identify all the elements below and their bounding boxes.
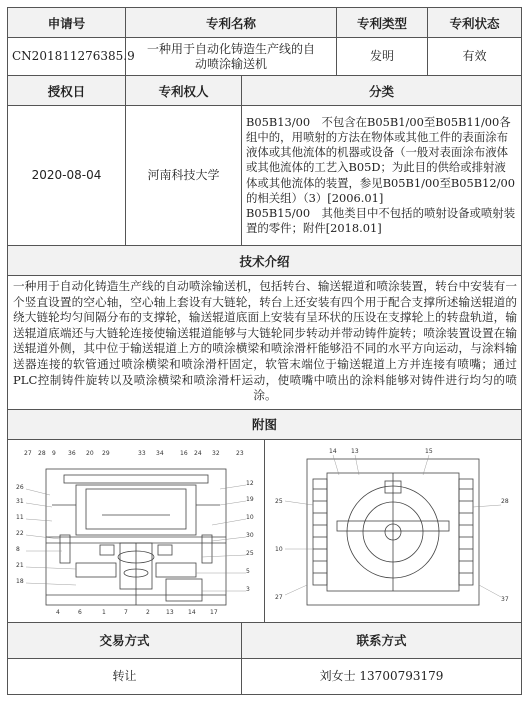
svg-text:12: 12 xyxy=(246,479,254,487)
patent-name-value: 一种用于自动化铸造生产线的自动喷涂输送机 xyxy=(126,38,337,76)
svg-text:17: 17 xyxy=(210,608,218,616)
svg-text:9: 9 xyxy=(52,449,56,457)
trade-method-value: 转让 xyxy=(8,658,242,694)
svg-text:11: 11 xyxy=(16,513,24,521)
app-no-header: 申请号 xyxy=(8,8,126,38)
patent-name-header: 专利名称 xyxy=(126,8,337,38)
svg-text:18: 18 xyxy=(16,577,24,585)
svg-text:28: 28 xyxy=(501,497,509,505)
tech-intro-text: 一种用于自动化铸造生产线的自动喷涂输送机，包括转台、输送辊道和喷涂装置，转台中安装有一个竖直设置的空心轴，空心轴上套设有大链轮，转台上还安装有四个用于配合支撑所述输送辊道的绕大链轮均匀间隔分布的支撑轮，输送辊道底面上安装有呈环状的压设在支撑轮上的转盘轨道，输送辊道底端还与大链轮连接使输送辊道能够与大链轮同步转动并带动铸件旋转；喷涂装置设置在输送辊道外侧，其中位于输送辊道上方的喷涂横梁和喷涂滑杆能够沿不同的水平方向运动，与涂料输送器连接的软管通过喷涂横梁和喷涂滑杆固定，软管末端位于输送辊道上方并连接有喷嘴；通过PLC控制铸件旋转以及喷涂横梁和喷涂滑杆运动，使喷嘴中喷出的涂料能够对铸件进行均匀的喷涂。 xyxy=(8,276,522,410)
svg-text:20: 20 xyxy=(86,449,94,457)
svg-text:36: 36 xyxy=(68,449,76,457)
svg-text:15: 15 xyxy=(425,447,433,455)
svg-text:6: 6 xyxy=(78,608,82,616)
holder-header: 专利权人 xyxy=(126,76,242,106)
svg-text:25: 25 xyxy=(246,549,254,557)
figure-cell xyxy=(8,439,522,622)
svg-text:4: 4 xyxy=(56,608,60,616)
svg-text:37: 37 xyxy=(501,595,509,603)
conveyor-front-view-drawing xyxy=(16,445,256,617)
figure-right xyxy=(265,440,521,622)
svg-text:27: 27 xyxy=(275,593,283,601)
contact-header: 联系方式 xyxy=(242,622,522,658)
grant-date-header: 授权日 xyxy=(8,76,126,106)
trade-method-header: 交易方式 xyxy=(8,622,242,658)
figure-left xyxy=(8,440,265,622)
svg-text:13: 13 xyxy=(166,608,174,616)
svg-text:31: 31 xyxy=(16,497,24,505)
svg-text:2: 2 xyxy=(146,608,150,616)
svg-text:10: 10 xyxy=(275,545,283,553)
holder-value: 河南科技大学 xyxy=(126,106,242,246)
classification-entry-2: B05B15/00 其他类目中不包括的喷射设备或喷射装置的零件；附件[2018.01] xyxy=(246,205,516,236)
svg-text:1: 1 xyxy=(102,608,106,616)
svg-text:29: 29 xyxy=(102,449,110,457)
svg-text:23: 23 xyxy=(236,449,244,457)
svg-text:34: 34 xyxy=(156,449,164,457)
app-no-value: CN201811276385.9 xyxy=(8,38,126,76)
patent-status-value: 有效 xyxy=(428,38,522,76)
svg-text:27: 27 xyxy=(24,449,32,457)
svg-text:19: 19 xyxy=(246,495,254,503)
svg-text:7: 7 xyxy=(124,608,128,616)
conveyor-top-view-drawing xyxy=(273,445,513,617)
svg-text:32: 32 xyxy=(212,449,220,457)
svg-text:21: 21 xyxy=(16,561,24,569)
svg-text:16: 16 xyxy=(180,449,188,457)
patent-info-table xyxy=(7,7,522,695)
classification-entry-1: B05B13/00 不包含在B05B1/00至B05B11/00各组中的，用喷射的方法在物体或其他工件的表面涂布液体或其他流体的机器或设备（一般对表面涂布液体或其他流体的工艺入B05D；为此目的供给或排射液体或其他流体的装置，参见B05B1/00至B05B12/00的相关组）（3）[2006.01] xyxy=(246,114,515,205)
patent-type-header: 专利类型 xyxy=(337,8,428,38)
figure-header: 附图 xyxy=(8,409,522,439)
svg-text:22: 22 xyxy=(16,529,24,537)
classification-header: 分类 xyxy=(242,76,522,106)
svg-text:14: 14 xyxy=(329,447,337,455)
svg-text:10: 10 xyxy=(246,513,254,521)
grant-date-value: 2020-08-04 xyxy=(8,106,126,246)
svg-text:26: 26 xyxy=(16,483,24,491)
svg-text:5: 5 xyxy=(246,567,250,575)
svg-text:8: 8 xyxy=(16,545,20,553)
classification-value xyxy=(242,106,522,246)
patent-type-value: 发明 xyxy=(337,38,428,76)
svg-text:33: 33 xyxy=(138,449,146,457)
svg-text:25: 25 xyxy=(275,497,283,505)
svg-text:3: 3 xyxy=(246,585,250,593)
svg-text:24: 24 xyxy=(194,449,202,457)
svg-text:28: 28 xyxy=(38,449,46,457)
tech-intro-header: 技术介绍 xyxy=(8,246,522,276)
svg-text:14: 14 xyxy=(188,608,196,616)
svg-text:13: 13 xyxy=(351,447,359,455)
patent-status-header: 专利状态 xyxy=(428,8,522,38)
svg-text:30: 30 xyxy=(246,531,254,539)
contact-value: 刘女士 13700793179 xyxy=(242,658,522,694)
